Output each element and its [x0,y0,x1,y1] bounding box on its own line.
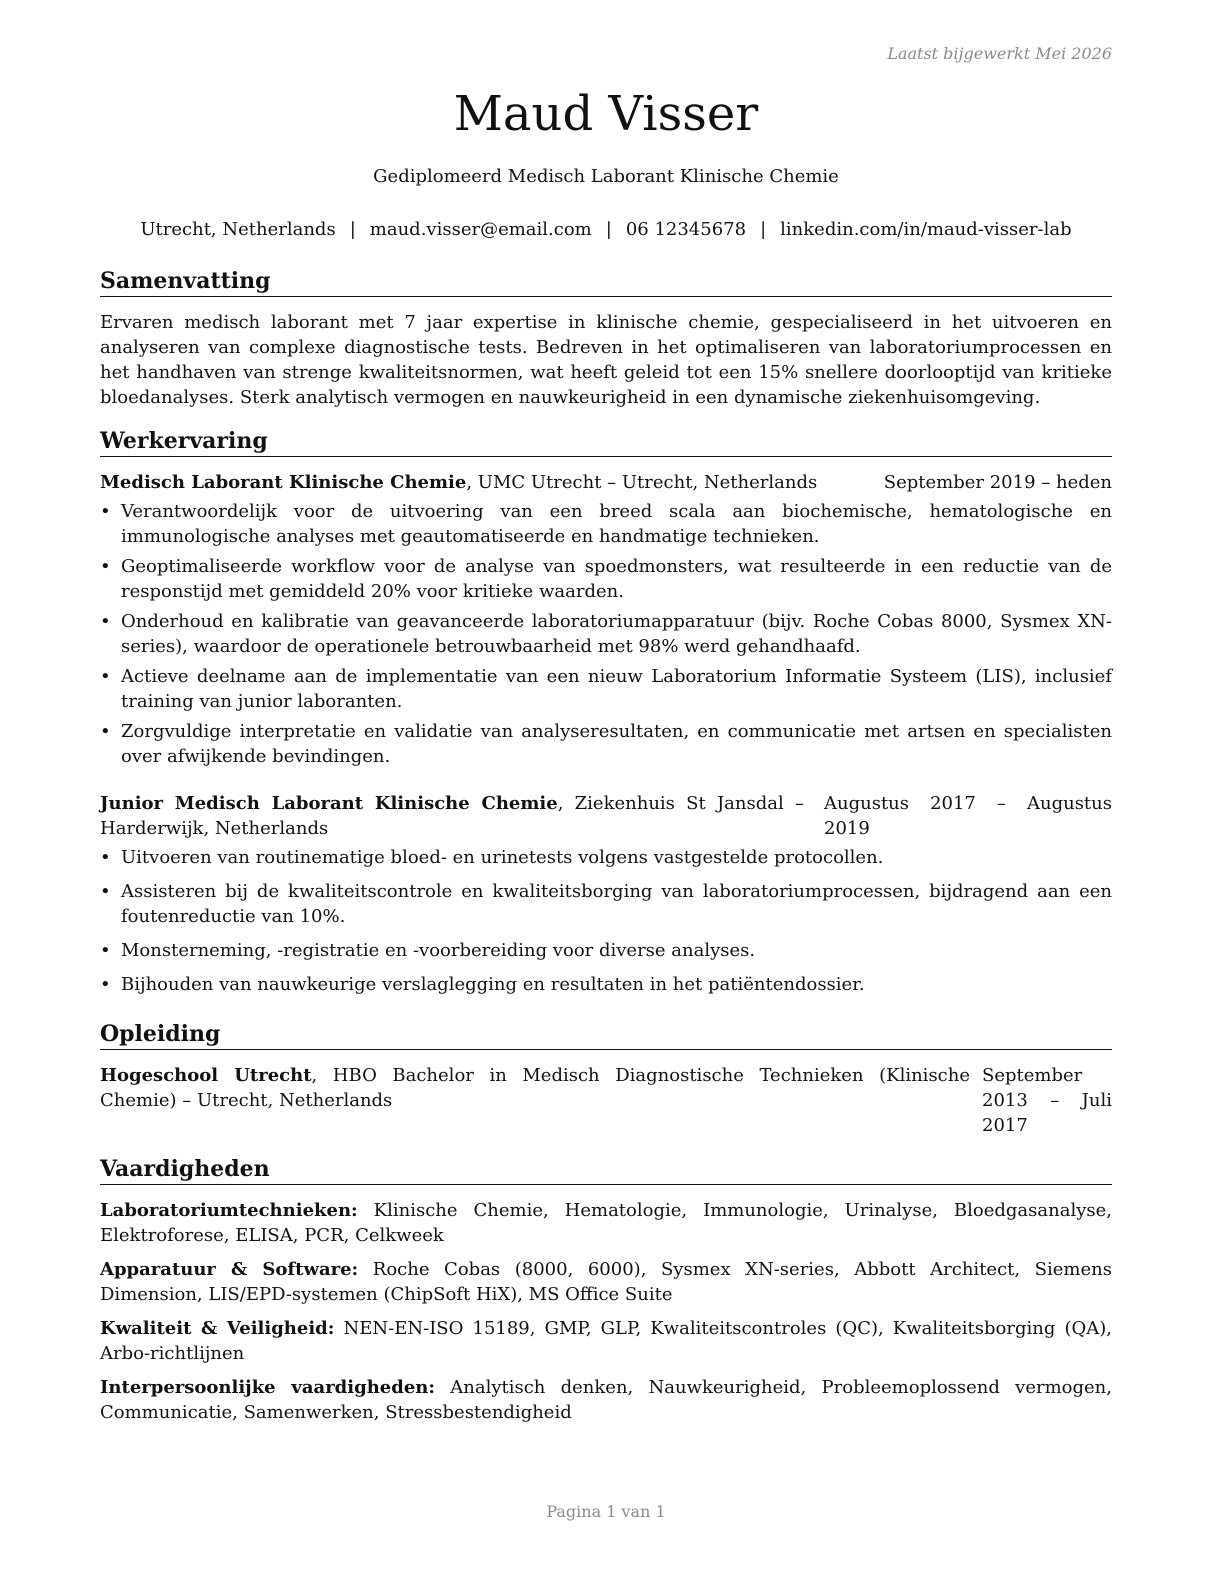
job-dates: Augustus 2017 – Augustus 2019 [824,793,1112,839]
contact-separator: | [605,219,612,240]
skill-label: Interpersoonlijke vaardigheden: [100,1377,435,1398]
list-item: • Assisteren bij de kwaliteitscontrole en kwaliteitsborging van laboratoriumprocessen, bijdragend aan een foutenreductie van 10%. [100,879,1112,929]
education-detail: , HBO Bachelor in Medisch Diagnostische Technieken (Klinische Chemie) – Utrecht, Netherlands [100,1065,971,1111]
skill-group [100,1316,1112,1366]
job-role: Medisch Laborant Klinische Chemie [100,472,467,493]
job-role: Junior Medisch Laborant Klinische Chemie [100,793,558,814]
contact-location: Utrecht, Netherlands [140,219,336,240]
list-item: • Verantwoordelijk voor de uitvoering van een breed scala aan biochemische, hematologische en immunologische analyses met geautomatiseerde en handmatige technieken. [100,499,1112,549]
contact-linkedin[interactable]: linkedin.com/in/maud-visser-lab [780,219,1072,240]
skill-value: Roche Cobas (8000, 6000), Sysmex XN-series, Abbott Architect, Siemens Dimension, LIS/EPD-systemen (ChipSoft HiX), MS Office Suite [100,1259,1112,1305]
education-line [100,1063,970,1138]
skill-value: Analytisch denken, Nauwkeurigheid, Probleemoplossend vermogen, Communicatie, Samenwerken, Stressbestendigheid [100,1377,1112,1423]
contact-line [100,219,1112,240]
list-item: • Uitvoeren van routinematige bloed- en urinetests volgens vastgestelde protocollen. [100,845,1112,870]
job-header [100,470,1112,495]
skill-value: NEN-EN-ISO 15189, GMP, GLP, Kwaliteitscontroles (QC), Kwaliteitsborging (QA), Arbo-richtlijnen [100,1318,1112,1364]
job-bullets [100,499,1112,769]
skill-group [100,1375,1112,1425]
section-title-experience: Werkervaring [100,426,1112,457]
resume-content [100,266,1112,1434]
education-entry [100,1063,1112,1138]
skill-label: Apparatuur & Software: [100,1259,359,1280]
list-item: • Monsterneming, -registratie en -voorbereiding voor diverse analyses. [100,938,1112,963]
job-org: , Ziekenhuis St Jansdal – Harderwijk, Netherlands [100,793,804,839]
list-item: • Geoptimaliseerde workflow voor de analyse van spoedmonsters, wat resulteerde in een reductie van de responstijd met gemiddeld 20% voor kritieke waarden. [100,554,1112,604]
contact-separator: | [349,219,356,240]
job-bullets [100,845,1112,997]
skill-group [100,1198,1112,1248]
page-number: Pagina 1 van 1 [546,1502,666,1521]
contact-phone[interactable]: 06 12345678 [625,219,747,240]
job-title-line [100,470,874,495]
contact-email[interactable]: maud.visser@email.com [369,219,592,240]
contact-separator: | [760,219,767,240]
candidate-name: Maud Visser [453,86,759,142]
job-org: , UMC Utrecht – Utrecht, Netherlands [466,472,818,493]
list-item: • Zorgvuldige interpretatie en validatie van analyseresultaten, en communicatie met artsen en specialisten over afwijkende bevindingen. [100,719,1112,769]
list-item: • Actieve deelname aan de implementatie van een nieuw Laboratorium Informatie Systeem (LIS), inclusief training van junior laboranten. [100,664,1112,714]
section-title-skills: Vaardigheden [100,1154,1112,1185]
skill-label: Kwaliteit & Veiligheid: [100,1318,335,1339]
job-dates: September 2019 – heden [883,472,1112,493]
section-title-summary: Samenvatting [100,266,1112,297]
list-item: • Onderhoud en kalibratie van geavanceerde laboratoriumapparatuur (bijv. Roche Cobas 8000, Sysmex XN-series), waardoor de operationele betrouwbaarheid met 98% werd gehandhaafd. [100,609,1112,659]
skill-value: Klinische Chemie, Hematologie, Immunologie, Urinalyse, Bloedgasanalyse, Elektroforese, ELISA, PCR, Celkweek [100,1200,1112,1246]
skill-group [100,1257,1112,1307]
last-updated: Laatst bijgewerkt Mei 2026 [887,44,1112,63]
list-item: • Bijhouden van nauwkeurige verslaglegging en resultaten in het patiëntendossier. [100,972,1112,997]
summary-text: Ervaren medisch laborant met 7 jaar expertise in klinische chemie, gespecialiseerd in het uitvoeren en analyseren van complexe diagnostische tests. Bedreven in het optimaliseren van laboratoriumprocessen en het handhaven van strenge kwaliteitsnormen, wat heeft geleid tot een 15% snellere doorlooptijd van kritieke bloedanalyses. Sterk analytisch vermogen en nauwkeurigheid in een dynamische ziekenhuisomgeving. [100,312,1112,408]
section-title-education: Opleiding [100,1019,1112,1050]
candidate-title: Gediplomeerd Medisch Laborant Klinische Chemie [373,166,839,187]
education-school: Hogeschool Utrecht [100,1065,312,1086]
job-title-line [100,791,804,841]
skill-label: Laboratoriumtechnieken: [100,1200,358,1221]
job-header [100,791,1112,841]
education-dates: September 2013 – Juli 2017 [982,1065,1112,1136]
